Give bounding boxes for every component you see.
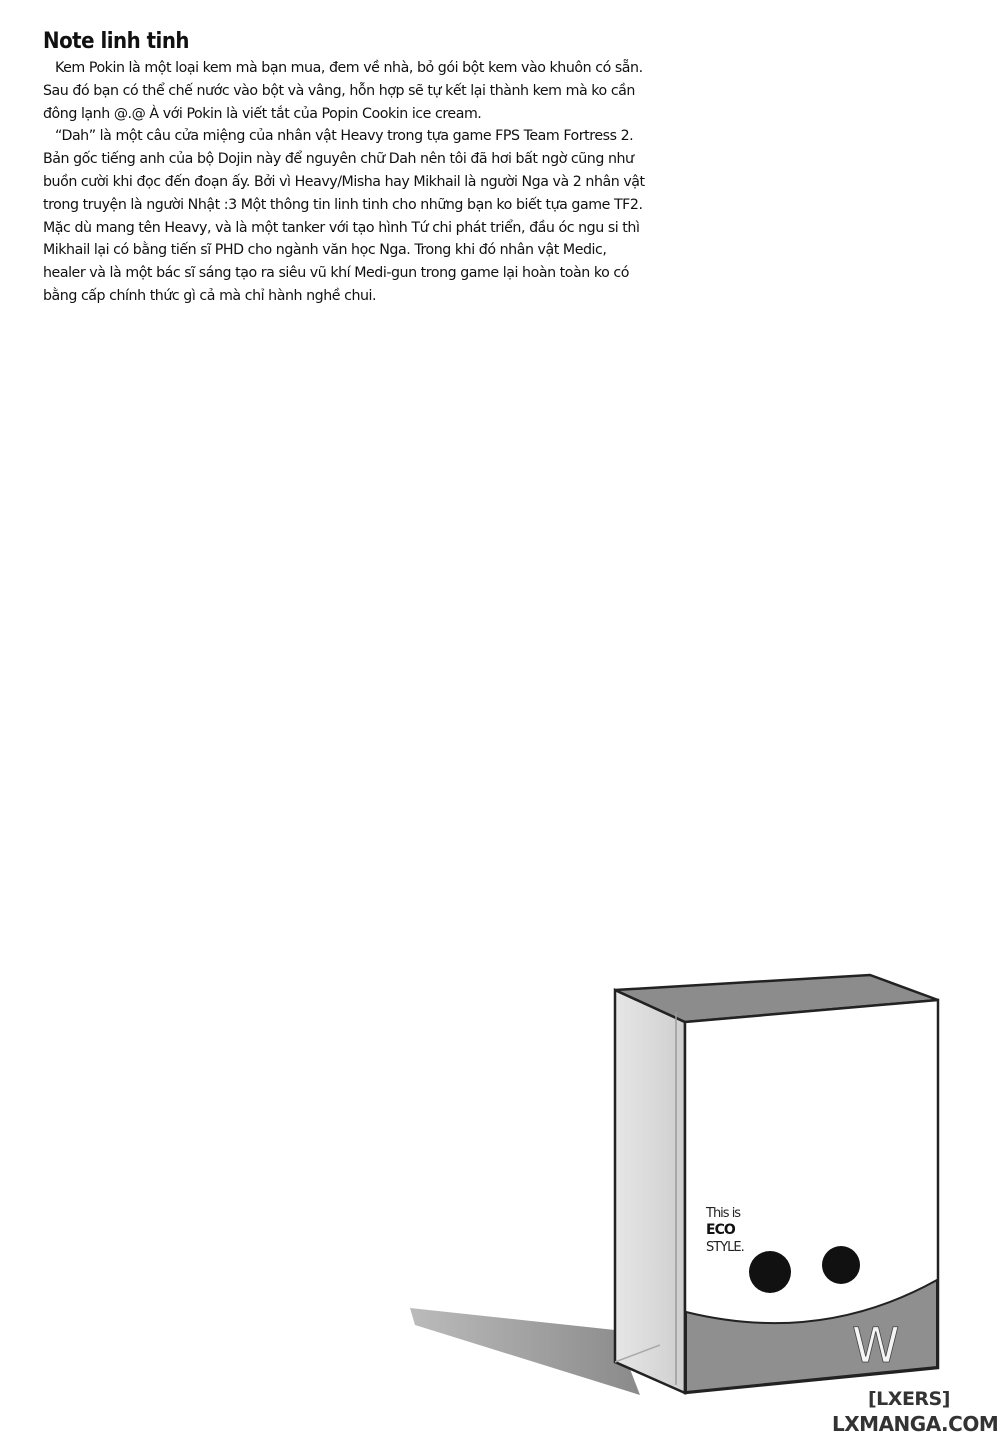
bag-shadow — [410, 1308, 640, 1395]
bag-text-line1: This is — [706, 1206, 741, 1221]
note-line: buồn cười khi đọc đến đoạn ấy. Bởi vì Heavy/Misha hay Mikhail là người Nga và 2 nhân vật — [43, 173, 645, 190]
note-line: “Dah” là một câu cửa miệng của nhân vật Heavy trong tựa game FPS Team Fortress 2. — [55, 128, 634, 145]
bag-text-line3: STYLE. — [706, 1240, 744, 1255]
note-title: Note linh tinh — [43, 29, 190, 54]
note-line: bằng cấp chính thức gì cả mà chỉ hành nghề chui. — [43, 287, 377, 304]
bag-eye-left — [749, 1251, 791, 1293]
watermark-group: [LXERS] — [868, 1388, 950, 1410]
note-line: trong truyện là người Nhật :3 Một thông tin linh tinh cho những bạn ko biết tựa game TF2. — [43, 196, 643, 213]
note-line: Mikhail lại có bằng tiến sĩ PHD cho ngành văn học Nga. Trong khi đó nhân vật Medic, — [43, 242, 607, 259]
bag-eye-right — [822, 1246, 860, 1284]
note-line: đông lạnh @.@ À với Pokin là viết tắt của Popin Cookin ice cream. — [43, 105, 482, 122]
note-line: healer và là một bác sĩ sáng tạo ra siêu vũ khí Medi-gun trong game lại hoàn toàn ko có — [43, 265, 629, 282]
bag-text-line2: ECO — [706, 1222, 735, 1238]
note-line: Sau đó bạn có thể chế nước vào bột và vâng, hỗn hợp sẽ tự kết lại thành kem mà ko cần — [43, 82, 635, 99]
note-line: Kem Pokin là một loại kem mà bạn mua, đem về nhà, bỏ gói bột kem vào khuôn có sẵn. — [55, 60, 643, 76]
note-line: Bản gốc tiếng anh của bộ Dojin này để nguyên chữ Dah nên tôi đã hơi bất ngờ cũng như — [43, 151, 634, 168]
watermark-site: LXMANGA.COM — [832, 1412, 999, 1436]
note-line: Mặc dù mang tên Heavy, và là một tanker với tạo hình Tứ chi phát triển, đầu óc ngu si thì — [43, 219, 640, 236]
bag-logo-letter: W — [852, 1318, 900, 1374]
